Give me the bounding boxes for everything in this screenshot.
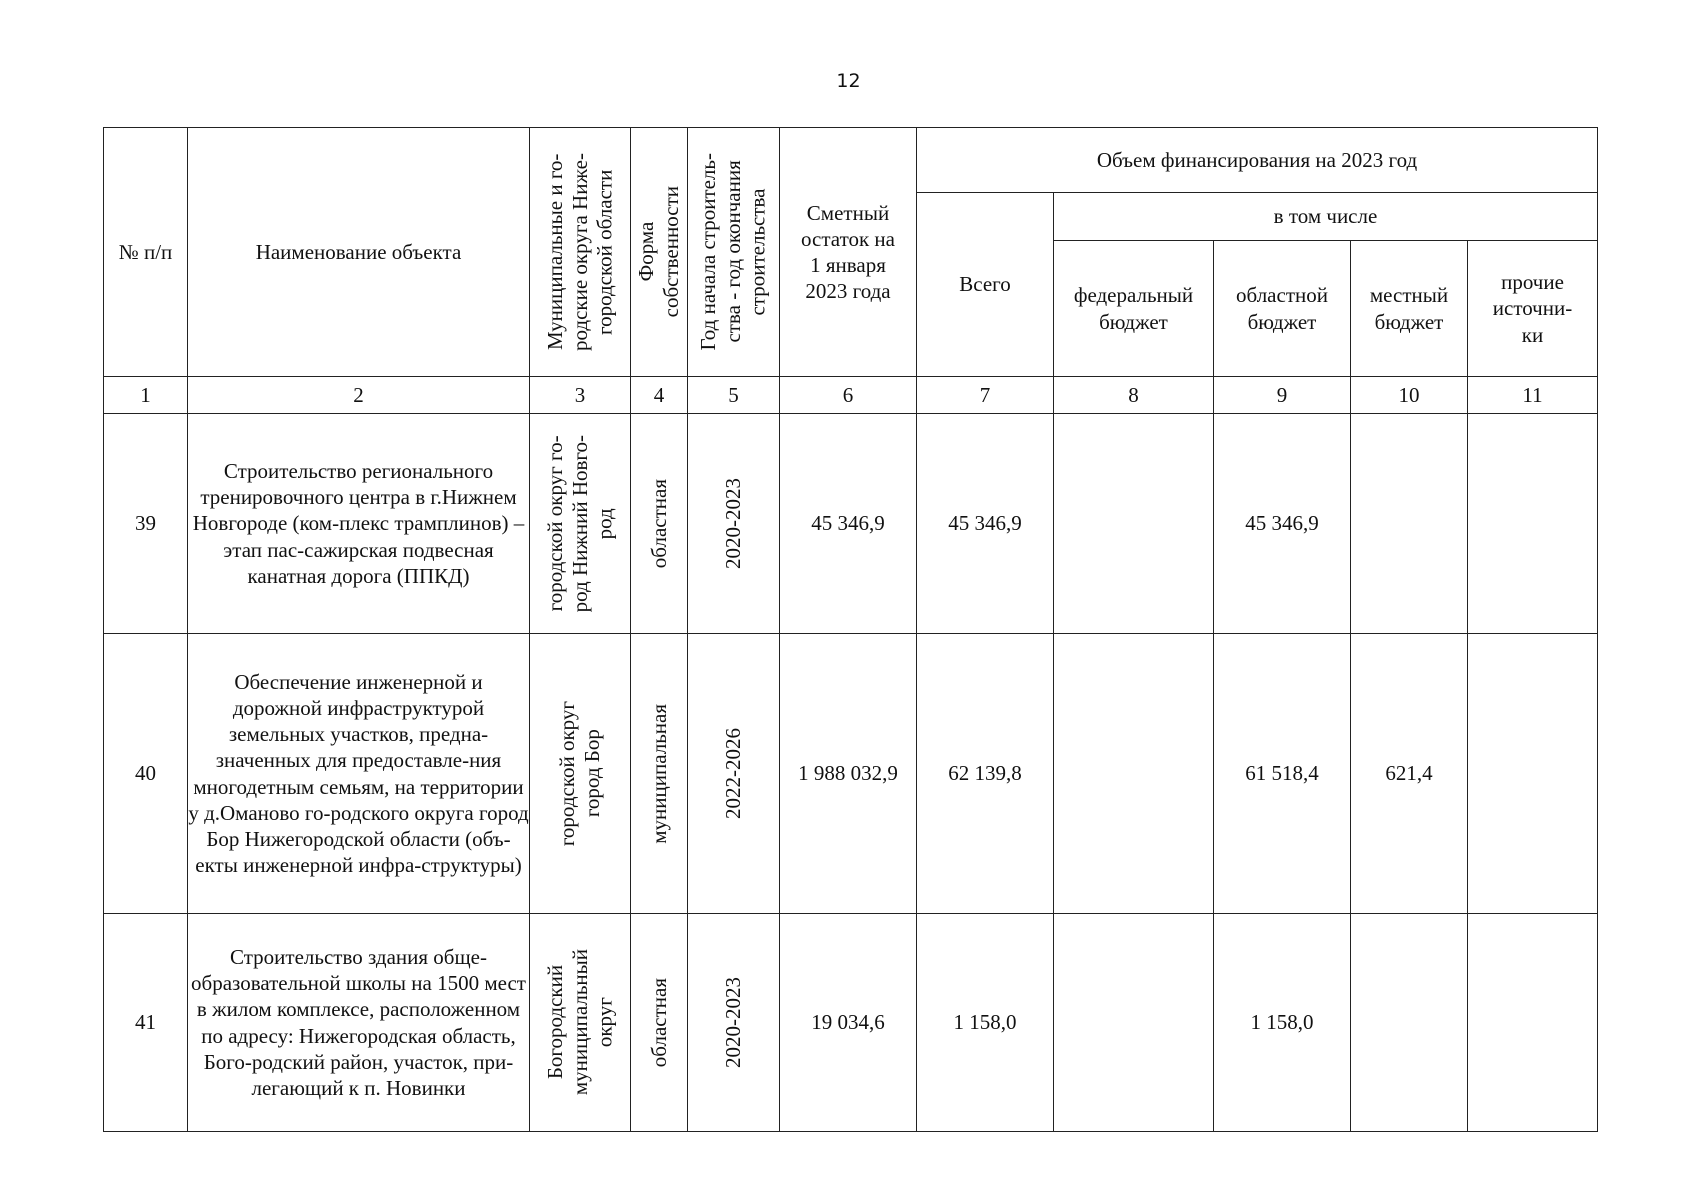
other-value: [1468, 914, 1598, 1132]
object-name: Строительство здания обще-образовательной школы на 1500 мест в жилом комплексе, расположенном по адресу: Нижегородская область, Бого-родский район, участок, при-легающий к п. Новинки: [188, 914, 530, 1132]
ownership-text: областная: [646, 977, 671, 1068]
regional-value: 1 158,0: [1214, 914, 1351, 1132]
object-name: Строительство регионального тренировочного центра в г.Нижнем Новгороде (ком-плекс трамплинов) – этап пас-сажирская подвесная канатная дорога (ППКД): [188, 414, 530, 634]
federal-value: [1054, 914, 1214, 1132]
header-estimated-remaining: Сметный остаток на 1 января 2023 года: [780, 128, 917, 377]
district-cell: [530, 914, 631, 1132]
header-total: Всего: [917, 193, 1054, 377]
table-row: [104, 414, 1598, 634]
row-number: 41: [104, 914, 188, 1132]
total-value: 45 346,9: [917, 414, 1054, 634]
years-text: 2020-2023: [721, 478, 746, 569]
regional-value: 45 346,9: [1214, 414, 1351, 634]
page-number: 12: [836, 70, 861, 92]
header-local-budget: местный бюджет: [1351, 241, 1468, 377]
remaining-value: 19 034,6: [780, 914, 917, 1132]
header-ownership-text: Форма собственности: [634, 186, 683, 318]
ownership-cell: [631, 914, 688, 1132]
column-number: 11: [1468, 377, 1598, 414]
years-cell: [688, 634, 780, 914]
header-district: [530, 128, 631, 377]
header-funding-group: Объем финансирования на 2023 год: [917, 128, 1598, 193]
local-value: 621,4: [1351, 634, 1468, 914]
district-cell: [530, 414, 631, 634]
header-other-sources: прочие источни- ки: [1468, 241, 1598, 377]
column-number: 6: [780, 377, 917, 414]
column-number: 5: [688, 377, 780, 414]
column-number: 1: [104, 377, 188, 414]
object-financing-table: [103, 127, 1598, 1132]
table-row: [104, 634, 1598, 914]
years-text: 2022-2026: [721, 728, 746, 819]
years-cell: [688, 914, 780, 1132]
total-value: 1 158,0: [917, 914, 1054, 1132]
header-ownership: [631, 128, 688, 377]
regional-value: 61 518,4: [1214, 634, 1351, 914]
header-row-number: № п/п: [104, 128, 188, 377]
ownership-cell: [631, 414, 688, 634]
local-value: [1351, 914, 1468, 1132]
header-object-name: Наименование объекта: [188, 128, 530, 377]
column-number: 7: [917, 377, 1054, 414]
federal-value: [1054, 414, 1214, 634]
ownership-text: муниципальная: [646, 703, 671, 844]
other-value: [1468, 634, 1598, 914]
column-number: 10: [1351, 377, 1468, 414]
federal-value: [1054, 634, 1214, 914]
remaining-value: 45 346,9: [780, 414, 917, 634]
district-text: Богородский муниципальный округ: [542, 949, 617, 1096]
ownership-cell: [631, 634, 688, 914]
column-number: 8: [1054, 377, 1214, 414]
other-value: [1468, 414, 1598, 634]
table-row: [104, 914, 1598, 1132]
ownership-text: областная: [646, 478, 671, 569]
local-value: [1351, 414, 1468, 634]
column-numbers-row: [104, 377, 1598, 414]
years-text: 2020-2023: [721, 977, 746, 1068]
header-federal-budget: федеральный бюджет: [1054, 241, 1214, 377]
row-number: 40: [104, 634, 188, 914]
header-district-text: Муниципальные и го- родские округа Ниже- городской области: [542, 153, 617, 351]
remaining-value: 1 988 032,9: [780, 634, 917, 914]
total-value: 62 139,8: [917, 634, 1054, 914]
column-number: 4: [631, 377, 688, 414]
district-text: городской округ го- род Нижний Новго- род: [542, 434, 617, 613]
column-number: 3: [530, 377, 631, 414]
column-number: 9: [1214, 377, 1351, 414]
object-name: Обеспечение инженерной и дорожной инфраструктурой земельных участков, предна-значенных для предоставле-ния многодетным семьям, на территории у д.Оманово го-родского округа город Бор Нижегородской области (объ-екты инженерной инфра-структуры): [188, 634, 530, 914]
header-including: в том числе: [1054, 193, 1598, 241]
years-cell: [688, 414, 780, 634]
header-construction-years: [688, 128, 780, 377]
district-cell: [530, 634, 631, 914]
header-construction-years-text: Год начала строитель- ства - год окончания строительства: [696, 153, 770, 351]
district-text: городской округ город Бор: [555, 700, 604, 847]
header-regional-budget: областной бюджет: [1214, 241, 1351, 377]
column-number: 2: [188, 377, 530, 414]
row-number: 39: [104, 414, 188, 634]
